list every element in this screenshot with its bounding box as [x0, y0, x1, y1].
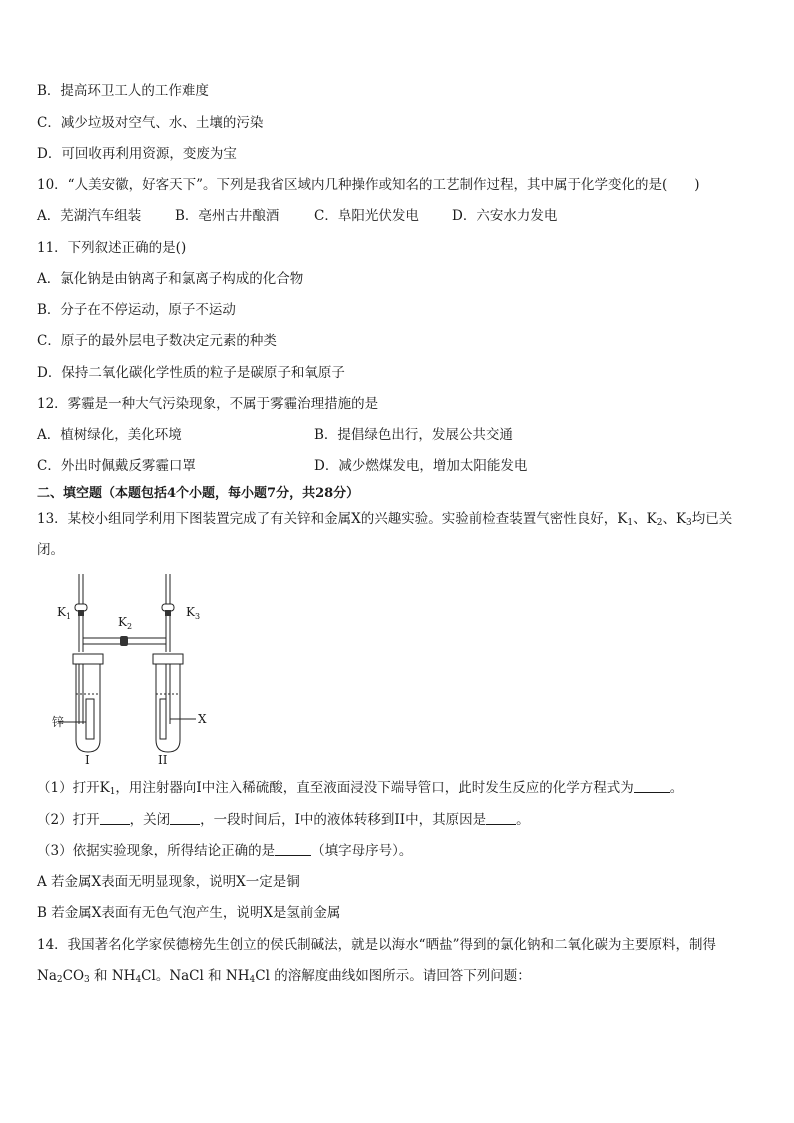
answer-blank[interactable] [486, 812, 516, 825]
q13-part3: （3）依据实验现象，所得结论正确的是 （填字母序号）。 [37, 843, 413, 859]
answer-blank[interactable] [275, 843, 311, 856]
section-heading: 二、填空题（本题包括4个小题，每小题7分，共28分） [37, 486, 360, 501]
metal-x-label: X [198, 712, 207, 726]
q9-option-b: B．提高环卫工人的工作难度 [37, 83, 209, 99]
q14-stem-line1: 14．我国著名化学家侯德榜先生创立的侯氏制碱法，就是以海水“晒盐”得到的氯化钠和二氧化碳为主要原料，制得 [37, 937, 716, 953]
q10-option-c: C．阜阳光伏发电 [314, 208, 419, 224]
q10-option-a: A．芜湖汽车组装 [37, 208, 142, 224]
q13-option-a: A 若金属X表面无明显现象，说明X一定是铜 [37, 874, 300, 890]
answer-blank[interactable] [100, 812, 130, 825]
valve-k1-label: $K_1$ [57, 605, 72, 621]
q13-part1: （1）打开$K_1$，用注射器向I中注入稀硫酸，直至液面浸没下端导管口，此时发生反应的化学方程式为 。 [37, 780, 684, 797]
q12-option-d: D．减少燃煤发电，增加太阳能发电 [314, 458, 528, 474]
zinc-label: 锌 [52, 715, 65, 729]
q13-stem-line1: 13．某校小组同学利用下图装置完成了有关锌和金属X的兴趣实验。实验前检查装置气密性良好，$K_1$、$K_2$、$K_3$均已关 [37, 511, 733, 528]
valve-k3-label: $K_3$ [186, 605, 201, 621]
tube-ii-label: II [158, 753, 168, 764]
q13-stem-line2: 闭。 [37, 542, 64, 558]
q14-stem-line2: $Na_2CO_3$ 和 $NH_4Cl$。NaCl 和 $NH_4Cl$ 的溶解度曲线如图所示。请回答下列问题： [37, 968, 531, 985]
q13-option-b: B 若金属X表面有无色气泡产生，说明X是氢前金属 [37, 905, 341, 921]
q13-part2: （2）打开 ，关闭 ，一段时间后，I中的液体转移到II中，其原因是 。 [37, 812, 530, 828]
q9-option-d: D．可回收再利用资源，变废为宝 [37, 146, 237, 162]
q12-option-c: C．外出时佩戴反雾霾口罩 [37, 458, 196, 474]
q11-option-b: B．分子在不停运动，原子不运动 [37, 302, 236, 318]
q11-option-c: C．原子的最外层电子数决定元素的种类 [37, 333, 277, 349]
q10-option-b: B．亳州古井酿酒 [175, 208, 280, 224]
tube-i-label: I [85, 753, 90, 764]
q10-option-d: D．六安水力发电 [452, 208, 558, 224]
q12-stem: 12．雾霾是一种大气污染现象，不属于雾霾治理措施的是 [37, 396, 379, 412]
q11-option-d: D．保持二氧化碳化学性质的粒子是碳原子和氧原子 [37, 365, 345, 381]
answer-blank[interactable] [170, 812, 200, 825]
q10-stem: 10．“人美安徽，好客天下”。下列是我省区域内几种操作或知名的工艺制作过程，其中属于化学变化的是( ) [37, 177, 700, 193]
experiment-apparatus-diagram [48, 574, 218, 764]
answer-blank[interactable] [634, 780, 670, 793]
q12-option-b: B．提倡绿色出行，发展公共交通 [314, 427, 513, 443]
q11-option-a: A．氯化钠是由钠离子和氯离子构成的化合物 [37, 271, 304, 287]
q12-option-a: A．植树绿化，美化环境 [37, 427, 182, 443]
q9-option-c: C．减少垃圾对空气、水、土壤的污染 [37, 115, 264, 131]
q11-stem: 11．下列叙述正确的是() [37, 240, 187, 256]
valve-k2-label: $K_2$ [118, 615, 133, 631]
